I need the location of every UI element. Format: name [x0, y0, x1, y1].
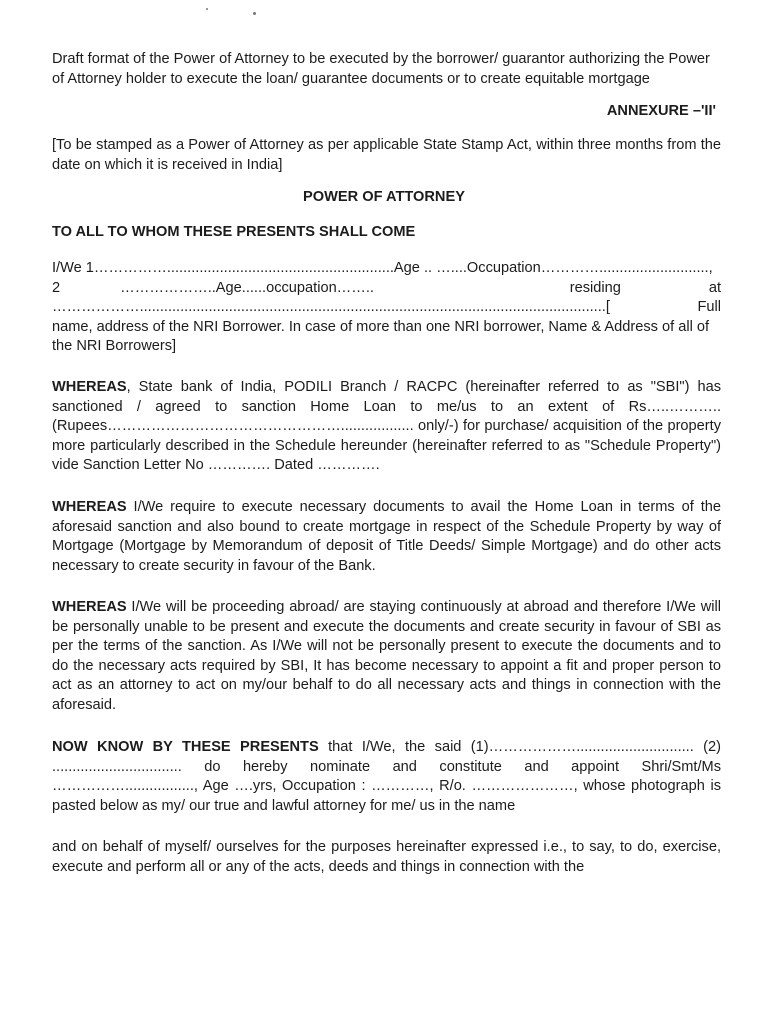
whereas-1-text: , State bank of India, PODILI Branch / RACPC (hereinafter referred to as "SBI") has sanctioned / agreed to sanction Home Loan to me/us to an extent of Rs…..……….. (Rupees………………………………………….................. only/-) for purchase/ acquisition of the property more particularly described in the Schedule hereunder (hereinafter referred to as "Schedule Property") vide Sanction Letter No …………. Dated …………. — [52, 379, 721, 474]
whereas-3-lead: WHEREAS — [52, 599, 127, 615]
at-label: at — [708, 279, 721, 296]
scan-speck — [206, 8, 208, 10]
scan-speck — [253, 12, 256, 15]
full-label: Full — [697, 299, 721, 316]
party-details-note: name, address of the NRI Borrower. In case of more than one NRI borrower, Name & Address of all of the NRI Borrowers] — [52, 318, 710, 355]
whereas-2-text: I/We require to execute necessary documents to avail the Home Loan in terms of the aforesaid sanction and also bound to create mortgage in respect of the Schedule Property by way of Mortgage (Mortgage by Memorandum of deposit of Title Deeds/ Simple Mortgage) and do other acts necessary to create security in favour of the Bank. — [52, 499, 721, 574]
intro-paragraph: Draft format of the Power of Attorney to be executed by the borrower/ guarantor authorizing the Power of Attorney holder to execute the loan/ guarantee documents or to create equitable mortgage — [52, 51, 710, 87]
whereas-1-lead: WHEREAS — [52, 379, 127, 395]
document-title: POWER OF ATTORNEY — [303, 189, 465, 205]
party-number-2: 2 — [52, 279, 61, 296]
whereas-paragraph-3 — [52, 598, 721, 716]
document-subtitle: TO ALL TO WHOM THESE PRESENTS SHALL COME — [52, 224, 416, 240]
address-dots: ………………...................................................................................................................[ — [52, 299, 610, 316]
party-line-1: I/We 1……………........................................................Age .. …....Occupation…………..........................., — [52, 260, 713, 276]
now-know-text: that I/We, the said (1)………………............................. (2) ................................ do hereby nominate and constitute and appoint Shri/Smt/Ms ……………................., Age ….yrs, Occupation : …………, R/o. …………………, whose photograph is pasted below as my/ our true and lawful attorney for me/ us in the name — [52, 739, 721, 814]
whereas-paragraph-1 — [52, 378, 721, 476]
now-know-lead: NOW KNOW BY THESE PRESENTS — [52, 739, 319, 755]
now-know-paragraph — [52, 738, 721, 816]
party-age-occupation: ………………..Age......occupation…….. — [120, 279, 374, 296]
annexure-label: ANNEXURE –'II' — [606, 103, 716, 119]
stamp-note: [To be stamped as a Power of Attorney as per applicable State Stamp Act, within three months from the date on which it is received in India] — [52, 137, 721, 173]
whereas-2-lead: WHEREAS — [52, 499, 127, 515]
whereas-paragraph-2 — [52, 498, 721, 576]
behalf-paragraph: and on behalf of myself/ ourselves for the purposes hereinafter expressed i.e., to say, to do, exercise, execute and perform all or any of the acts, deeds and things in connection with the — [52, 839, 721, 875]
residing-label: residing — [569, 279, 621, 296]
parties-section — [52, 259, 721, 357]
whereas-3-text: I/We will be proceeding abroad/ are staying continuously at abroad and therefore I/We will be personally unable to be present and execute the documents and create security in favour of SBI as per the terms of the sanction. As I/We will not be personally present to execute the documents and to do the necessary acts required by SBI, It has become necessary to appoint a fit and proper person to act as an attorney to act on my/our behalf to do all necessary acts and things in connection with the aforesaid. — [52, 599, 721, 713]
party-line-3 — [52, 298, 721, 318]
party-line-2 — [52, 279, 721, 299]
